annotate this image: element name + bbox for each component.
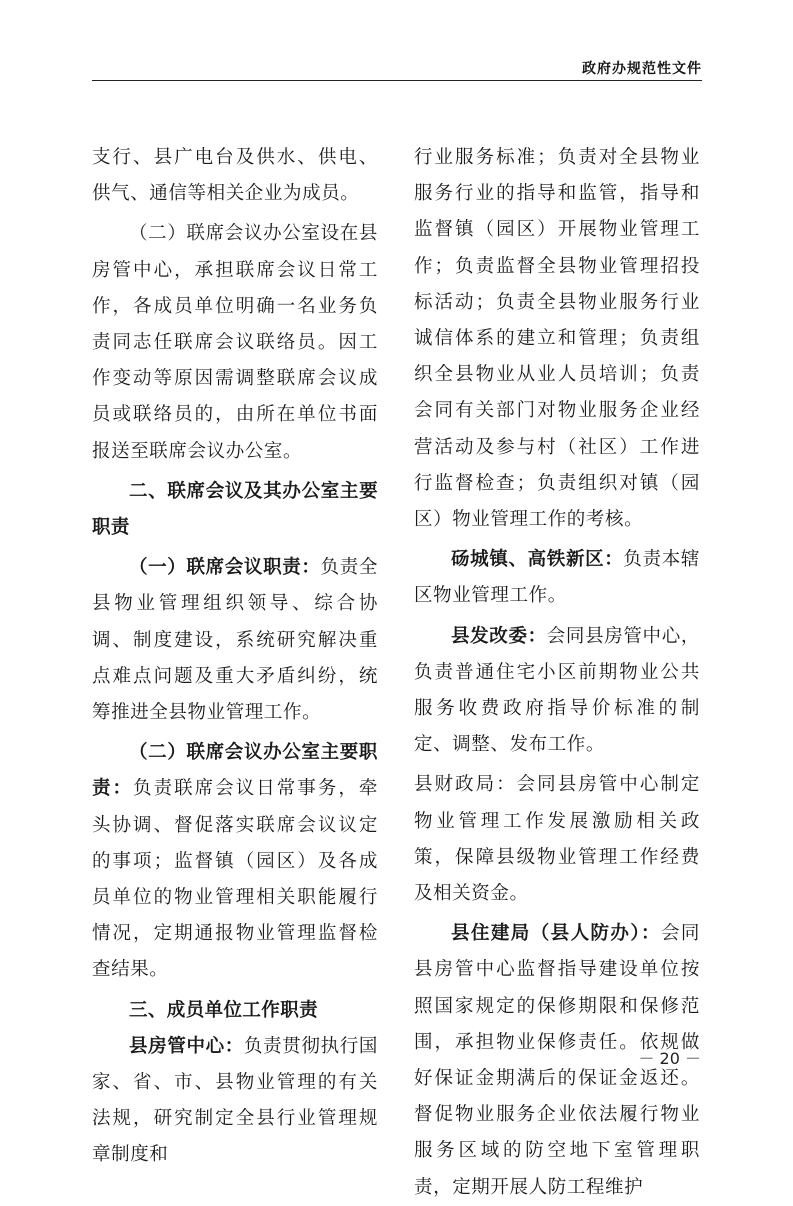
paragraph-lead: 县财政局： [414, 774, 517, 796]
paragraph: 行业服务标准；负责对全县物业服务行业的指导和监管，指导和监督镇（园区）开展物业管理工作；负责监督全县物业管理招投标活动；负责全县物业服务行业诚信体系的建立和管理；负责组织全县物业从业人员培训；负责会同有关部门对物业服务企业经营活动及参与村（社区）工作进行监督检查；负责组织对镇（园区）物业管理工作的考核。 [414, 147, 700, 531]
paragraph: （二）联席会议办公室设在县房管中心，承担联席会议日常工作，各成员单位明确一名业务负责同志任联席会议联络员。因工作变动等原因需调整联席会议成员或联络员的，由所在单位书面报送至联席会议办公室。 [92, 223, 378, 462]
paragraph: 支行、县广电台及供水、供电、供气、通信等相关企业为成员。 [92, 147, 378, 205]
header-title: 政府办规范性文件 [582, 61, 702, 77]
page-header [92, 58, 702, 80]
paragraph [92, 1029, 378, 1174]
paragraph-text: 负责全县物业管理组织领导、综合协调、制度建设，系统研究解决重点难点问题及重大矛盾纠纷，统筹推进全县物业管理工作。 [92, 557, 378, 724]
paragraph-lead: （二）联席会议办公室主要职责： [92, 742, 378, 800]
section-heading: 三、成员单位工作职责 [129, 999, 319, 1021]
paragraph [414, 767, 700, 912]
paragraph-text: 会同县房管中心制定物业管理工作发展激励相关政策，保障县级物业管理工作经费及相关资金。 [414, 774, 700, 905]
paragraph-lead: 县发改委： [451, 625, 547, 647]
paragraph-lead: 砀城镇、高铁新区： [451, 549, 624, 571]
paragraph-lead: （一）联席会议职责： [129, 557, 321, 579]
paragraph-text: 会同县房管中心，负责普通住宅小区前期物业公共服务收费政府指导价标准的制定、调整、发布工作。 [414, 625, 700, 756]
paragraph-lead: 县房管中心： [129, 1035, 244, 1057]
paragraph-lead: 县住建局（县人防办）： [451, 923, 661, 945]
paragraph [414, 619, 700, 764]
left-column [92, 140, 378, 1174]
paragraph [414, 542, 700, 614]
paragraph-text: 负责贯彻执行国家、省、市、县物业管理的有关法规，研究制定全县行业管理规章制度和 [92, 1035, 378, 1166]
paragraph [92, 550, 378, 731]
paragraph-text: 会同县房管中心监督指导建设单位按照国家规定的保修期限和保修范围，承担物业保修责任。依规做好保证金期满后的保证金返还。督促物业服务企业依法履行物业服务区域的防空地下室管理职责，定期开展人防工程维护 [414, 923, 700, 1198]
paragraph-text: 负责本辖区物业管理工作。 [414, 549, 700, 607]
paragraph [92, 735, 378, 988]
page-number: － 20 － [638, 1049, 701, 1068]
section-heading: 二、联席会议及其办公室主要职责 [92, 480, 378, 539]
paragraph-text: 负责联席会议日常事务，牵头协调、督促落实联席会议议定的事项；监督镇（园区）及各成员单位的物业管理相关职能履行情况，定期通报物业管理监督检查结果。 [92, 778, 378, 981]
header-rule [92, 80, 702, 81]
